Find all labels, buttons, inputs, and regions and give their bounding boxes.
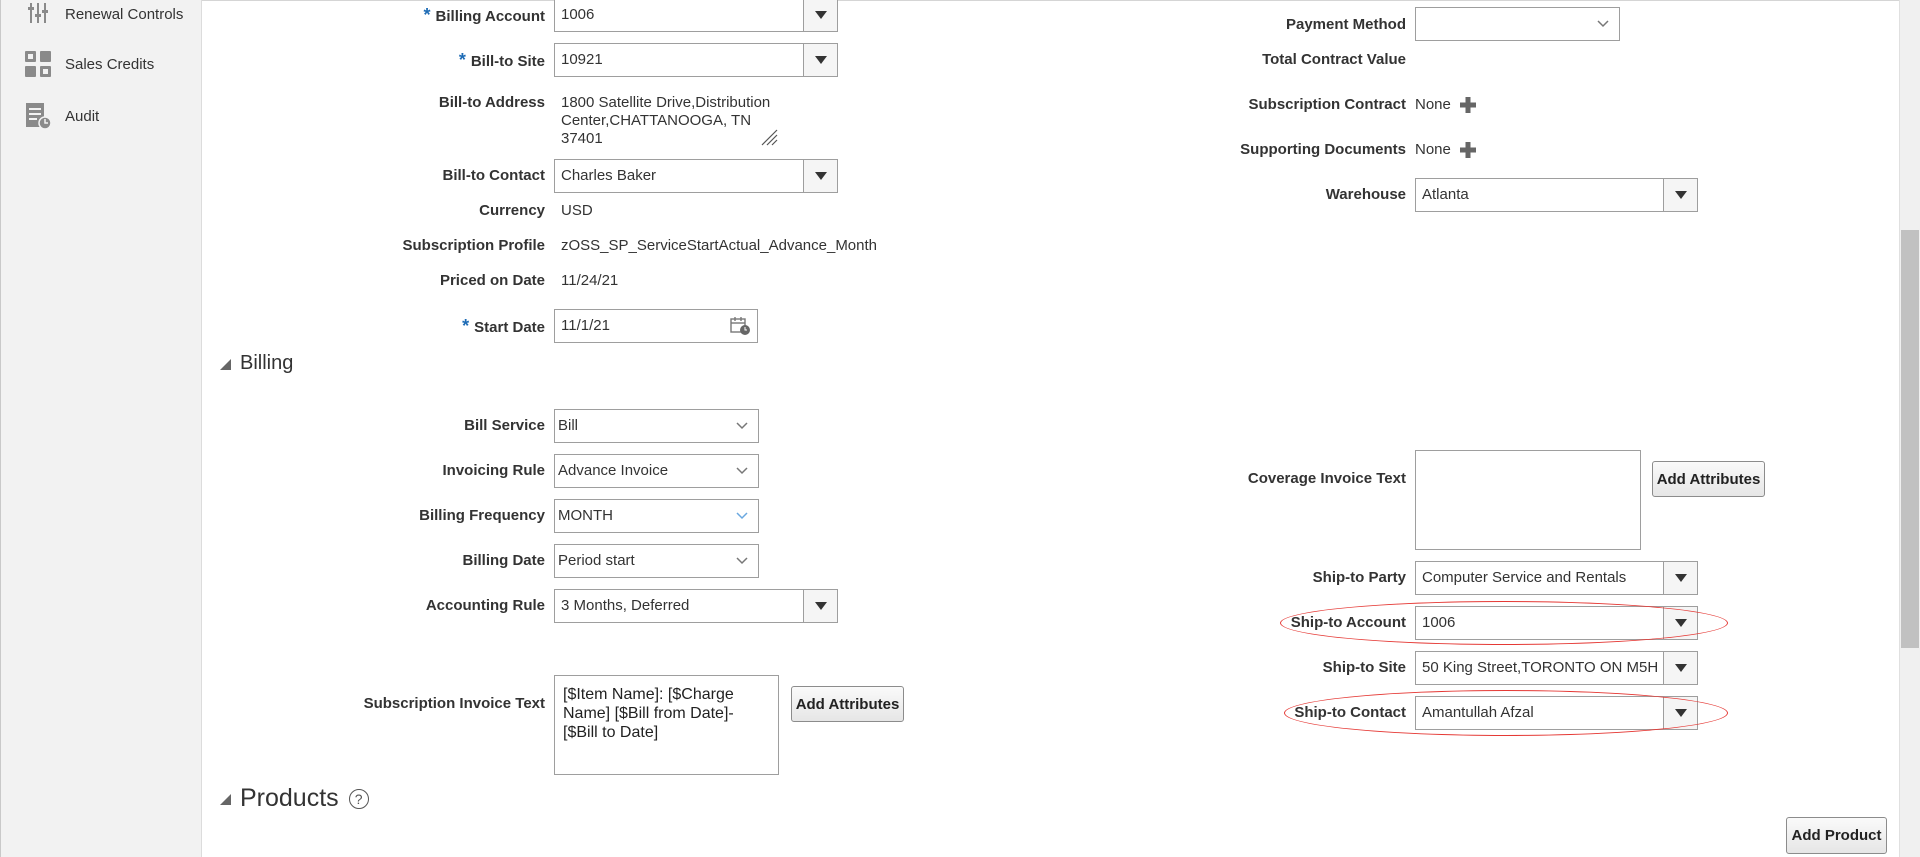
- billing-date-select[interactable]: Period start: [554, 544, 759, 578]
- chevron-down-icon[interactable]: [734, 553, 750, 569]
- dropdown-arrow-icon[interactable]: [1663, 607, 1697, 639]
- ship-to-site-field[interactable]: 50 King Street,TORONTO ON M5H: [1415, 651, 1698, 685]
- dropdown-arrow-icon[interactable]: [803, 160, 837, 192]
- bill-to-contact-label: Bill-to Contact: [442, 167, 545, 184]
- ship-to-site-label: Ship-to Site: [1322, 659, 1406, 676]
- calendar-icon[interactable]: [729, 316, 751, 336]
- supporting-documents-value: None: [1415, 141, 1477, 159]
- resize-handle-icon[interactable]: [760, 128, 778, 146]
- scrollbar-thumb[interactable]: [1901, 230, 1919, 648]
- bill-service-label: Bill Service: [464, 417, 545, 434]
- bill-to-site-field[interactable]: 10921: [554, 43, 838, 77]
- add-plus-icon[interactable]: [1459, 96, 1477, 114]
- chevron-down-icon[interactable]: [734, 418, 750, 434]
- total-contract-value-label: Total Contract Value: [1262, 51, 1406, 68]
- billing-section-title: Billing: [240, 352, 294, 374]
- sidebar-item-label: Renewal Controls: [65, 5, 184, 23]
- start-date-field[interactable]: 11/1/21: [554, 309, 758, 343]
- subscription-contract-label: Subscription Contract: [1248, 96, 1406, 113]
- ship-to-party-field[interactable]: Computer Service and Rentals: [1415, 561, 1698, 595]
- dropdown-arrow-icon[interactable]: [803, 0, 837, 31]
- subscription-contract-value: None: [1415, 96, 1477, 114]
- add-attributes-button[interactable]: Add Attributes: [791, 686, 904, 722]
- dropdown-arrow-icon[interactable]: [803, 590, 837, 622]
- priced-on-date-label: Priced on Date: [439, 272, 545, 289]
- chevron-down-icon[interactable]: [1595, 16, 1611, 32]
- add-plus-icon[interactable]: [1459, 141, 1477, 159]
- dropdown-arrow-icon[interactable]: [803, 44, 837, 76]
- vertical-scrollbar[interactable]: [1899, 0, 1920, 857]
- currency-label: Currency: [479, 202, 545, 219]
- required-indicator: *: [423, 5, 431, 25]
- dropdown-arrow-icon[interactable]: [1663, 562, 1697, 594]
- accounting-rule-label: Accounting Rule: [425, 597, 545, 614]
- bill-to-contact-field[interactable]: Charles Baker: [554, 159, 838, 193]
- start-date-label: * Start Date: [462, 316, 545, 336]
- invoicing-rule-label: Invoicing Rule: [442, 462, 545, 479]
- help-icon[interactable]: ?: [349, 789, 369, 809]
- required-indicator: *: [462, 316, 470, 336]
- invoicing-rule-select[interactable]: Advance Invoice: [554, 454, 759, 488]
- currency-value: USD: [561, 202, 593, 219]
- ship-to-account-label: Ship-to Account: [1290, 614, 1406, 631]
- bill-to-site-label: * Bill-to Site: [458, 50, 545, 70]
- subscription-invoice-text-label: Subscription Invoice Text: [363, 695, 545, 712]
- ship-to-party-label: Ship-to Party: [1312, 569, 1406, 586]
- payment-method-label: Payment Method: [1285, 16, 1406, 33]
- chevron-down-icon[interactable]: [734, 508, 750, 524]
- billing-frequency-select[interactable]: MONTH: [554, 499, 759, 533]
- sidebar-item-sales-credits[interactable]: [23, 46, 154, 82]
- chevron-down-icon[interactable]: [734, 463, 750, 479]
- bill-to-address-value: 1800 Satellite Drive,Distribution Center,CHATTANOOGA, TN 37401: [561, 94, 771, 147]
- sidebar: [0, 0, 202, 857]
- sidebar-item-renewal-controls[interactable]: [23, 0, 183, 32]
- billing-frequency-label: Billing Frequency: [419, 507, 545, 524]
- subscription-invoice-text-area[interactable]: [$Item Name]: [$Charge Name] [$Bill from Date]- [$Bill to Date]: [554, 675, 779, 775]
- billing-section-header[interactable]: [218, 352, 293, 375]
- renewal-controls-icon: [23, 0, 53, 29]
- supporting-documents-label: Supporting Documents: [1240, 141, 1406, 158]
- warehouse-label: Warehouse: [1325, 186, 1406, 203]
- ship-to-contact-field[interactable]: Amantullah Afzal: [1415, 696, 1698, 730]
- top-divider: [202, 0, 1900, 1]
- sidebar-item-audit[interactable]: [23, 98, 99, 134]
- coverage-invoice-text-label: Coverage Invoice Text: [1247, 470, 1406, 487]
- billing-account-field[interactable]: 1006: [554, 0, 838, 32]
- accounting-rule-field[interactable]: 3 Months, Deferred: [554, 589, 838, 623]
- ship-to-account-field[interactable]: 1006: [1415, 606, 1698, 640]
- dropdown-arrow-icon[interactable]: [1663, 697, 1697, 729]
- dropdown-arrow-icon[interactable]: [1663, 179, 1697, 211]
- subscription-profile-value: zOSS_SP_ServiceStartActual_Advance_Month: [561, 237, 878, 254]
- add-product-button[interactable]: Add Product: [1786, 817, 1887, 854]
- subscription-profile-label: Subscription Profile: [402, 237, 545, 254]
- dropdown-arrow-icon[interactable]: [1663, 652, 1697, 684]
- collapse-triangle-icon[interactable]: [218, 792, 232, 806]
- payment-method-select[interactable]: [1415, 7, 1620, 41]
- sidebar-item-label: Sales Credits: [65, 55, 155, 73]
- bill-to-address-label: Bill-to Address: [438, 94, 545, 111]
- products-section-header[interactable]: [218, 784, 369, 813]
- ship-to-contact-label: Ship-to Contact: [1294, 704, 1406, 721]
- sales-credits-icon: [23, 49, 53, 79]
- priced-on-date-value: 11/24/21: [561, 272, 619, 289]
- collapse-triangle-icon[interactable]: [218, 357, 232, 371]
- sidebar-item-label: Audit: [65, 107, 100, 125]
- billing-date-label: Billing Date: [462, 552, 545, 569]
- coverage-invoice-text-area[interactable]: [1415, 450, 1641, 550]
- billing-account-label: * Billing Account: [423, 5, 545, 25]
- audit-icon: [23, 101, 53, 131]
- bill-service-select[interactable]: Bill: [554, 409, 759, 443]
- products-section-title: Products: [240, 784, 339, 812]
- warehouse-field[interactable]: Atlanta: [1415, 178, 1698, 212]
- required-indicator: *: [458, 50, 466, 70]
- add-attributes-button-coverage[interactable]: Add Attributes: [1652, 461, 1765, 497]
